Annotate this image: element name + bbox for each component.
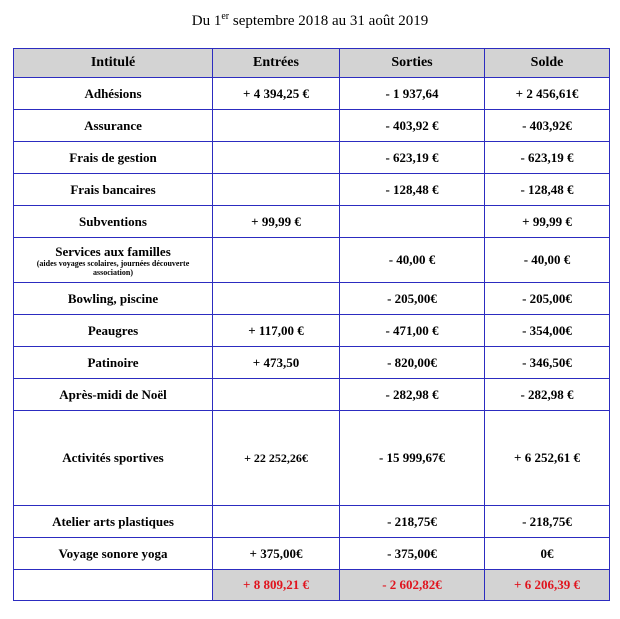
row-label: Services aux familles xyxy=(55,243,171,259)
table-row xyxy=(14,142,610,174)
table-row xyxy=(14,506,610,538)
row-entrees xyxy=(213,506,340,538)
header-row xyxy=(14,49,610,78)
total-solde: + 6 206,39 € xyxy=(485,570,610,601)
header-solde: Solde xyxy=(485,49,610,78)
header-intitule: Intitulé xyxy=(14,49,213,78)
row-label: Subventions xyxy=(14,206,213,238)
row-label: Adhésions xyxy=(14,78,213,110)
row-label: Bowling, piscine xyxy=(14,283,213,315)
row-sorties: - 205,00€ xyxy=(340,283,485,315)
row-label: Atelier arts plastiques xyxy=(14,506,213,538)
row-label: Peaugres xyxy=(14,315,213,347)
row-solde: + 2 456,61€ xyxy=(485,78,610,110)
row-label: Frais bancaires xyxy=(14,174,213,206)
total-row xyxy=(14,570,610,601)
row-entrees xyxy=(213,174,340,206)
row-solde: - 205,00€ xyxy=(485,283,610,315)
row-entrees: + 375,00€ xyxy=(213,538,340,570)
row-sorties: - 128,48 € xyxy=(340,174,485,206)
row-solde: - 623,19 € xyxy=(485,142,610,174)
table-row xyxy=(14,347,610,379)
row-sorties: - 375,00€ xyxy=(340,538,485,570)
total-entrees: + 8 809,21 € xyxy=(213,570,340,601)
table-row xyxy=(14,283,610,315)
title-suffix: septembre 2018 au 31 août 2019 xyxy=(229,13,429,29)
row-label: Activités sportives xyxy=(14,411,213,506)
header-entrees: Entrées xyxy=(213,49,340,78)
total-label xyxy=(14,570,213,601)
row-entrees xyxy=(213,142,340,174)
row-solde: - 282,98 € xyxy=(485,379,610,411)
row-sublabel: (aides voyages scolaires, journées découverte association) xyxy=(36,258,190,277)
row-entrees: + 473,50 xyxy=(213,347,340,379)
table-row xyxy=(14,174,610,206)
row-label: Assurance xyxy=(14,110,213,142)
table-row xyxy=(14,538,610,570)
title-superscript: er xyxy=(221,11,230,22)
row-solde: + 6 252,61 € xyxy=(485,411,610,506)
header-sorties: Sorties xyxy=(340,49,485,78)
row-entrees xyxy=(213,238,340,283)
row-label: Après-midi de Noël xyxy=(14,379,213,411)
row-solde: 0€ xyxy=(485,538,610,570)
row-solde: - 128,48 € xyxy=(485,174,610,206)
row-label: Patinoire xyxy=(14,347,213,379)
table-row xyxy=(14,110,610,142)
page-title xyxy=(0,13,620,30)
row-solde: + 99,99 € xyxy=(485,206,610,238)
row-sorties: - 623,19 € xyxy=(340,142,485,174)
row-solde: - 218,75€ xyxy=(485,506,610,538)
row-entrees: + 4 394,25 € xyxy=(213,78,340,110)
row-sorties: - 218,75€ xyxy=(340,506,485,538)
row-solde: - 346,50€ xyxy=(485,347,610,379)
row-solde: - 403,92€ xyxy=(485,110,610,142)
row-solde: - 40,00 € xyxy=(485,238,610,283)
row-label: Voyage sonore yoga xyxy=(14,538,213,570)
row-sorties: - 40,00 € xyxy=(340,238,485,283)
row-entrees: + 117,00 € xyxy=(213,315,340,347)
row-sorties: - 15 999,67€ xyxy=(340,411,485,506)
row-sorties: - 820,00€ xyxy=(340,347,485,379)
row-entrees xyxy=(213,283,340,315)
table-row xyxy=(14,78,610,110)
row-sorties: - 471,00 € xyxy=(340,315,485,347)
row-label-cell xyxy=(14,238,213,283)
row-entrees: + 22 252,26€ xyxy=(213,411,340,506)
row-solde: - 354,00€ xyxy=(485,315,610,347)
total-sorties: - 2 602,82€ xyxy=(340,570,485,601)
title-prefix: Du 1 xyxy=(191,13,222,29)
accounts-table xyxy=(13,48,610,601)
row-entrees xyxy=(213,379,340,411)
table-row xyxy=(14,206,610,238)
table-row xyxy=(14,238,610,283)
table-row xyxy=(14,379,610,411)
row-label: Frais de gestion xyxy=(14,142,213,174)
row-sorties: - 1 937,64 xyxy=(340,78,485,110)
row-sorties: - 282,98 € xyxy=(340,379,485,411)
row-entrees xyxy=(213,110,340,142)
table-row xyxy=(14,411,610,506)
row-entrees: + 99,99 € xyxy=(213,206,340,238)
row-sorties xyxy=(340,206,485,238)
table-row xyxy=(14,315,610,347)
row-sorties: - 403,92 € xyxy=(340,110,485,142)
